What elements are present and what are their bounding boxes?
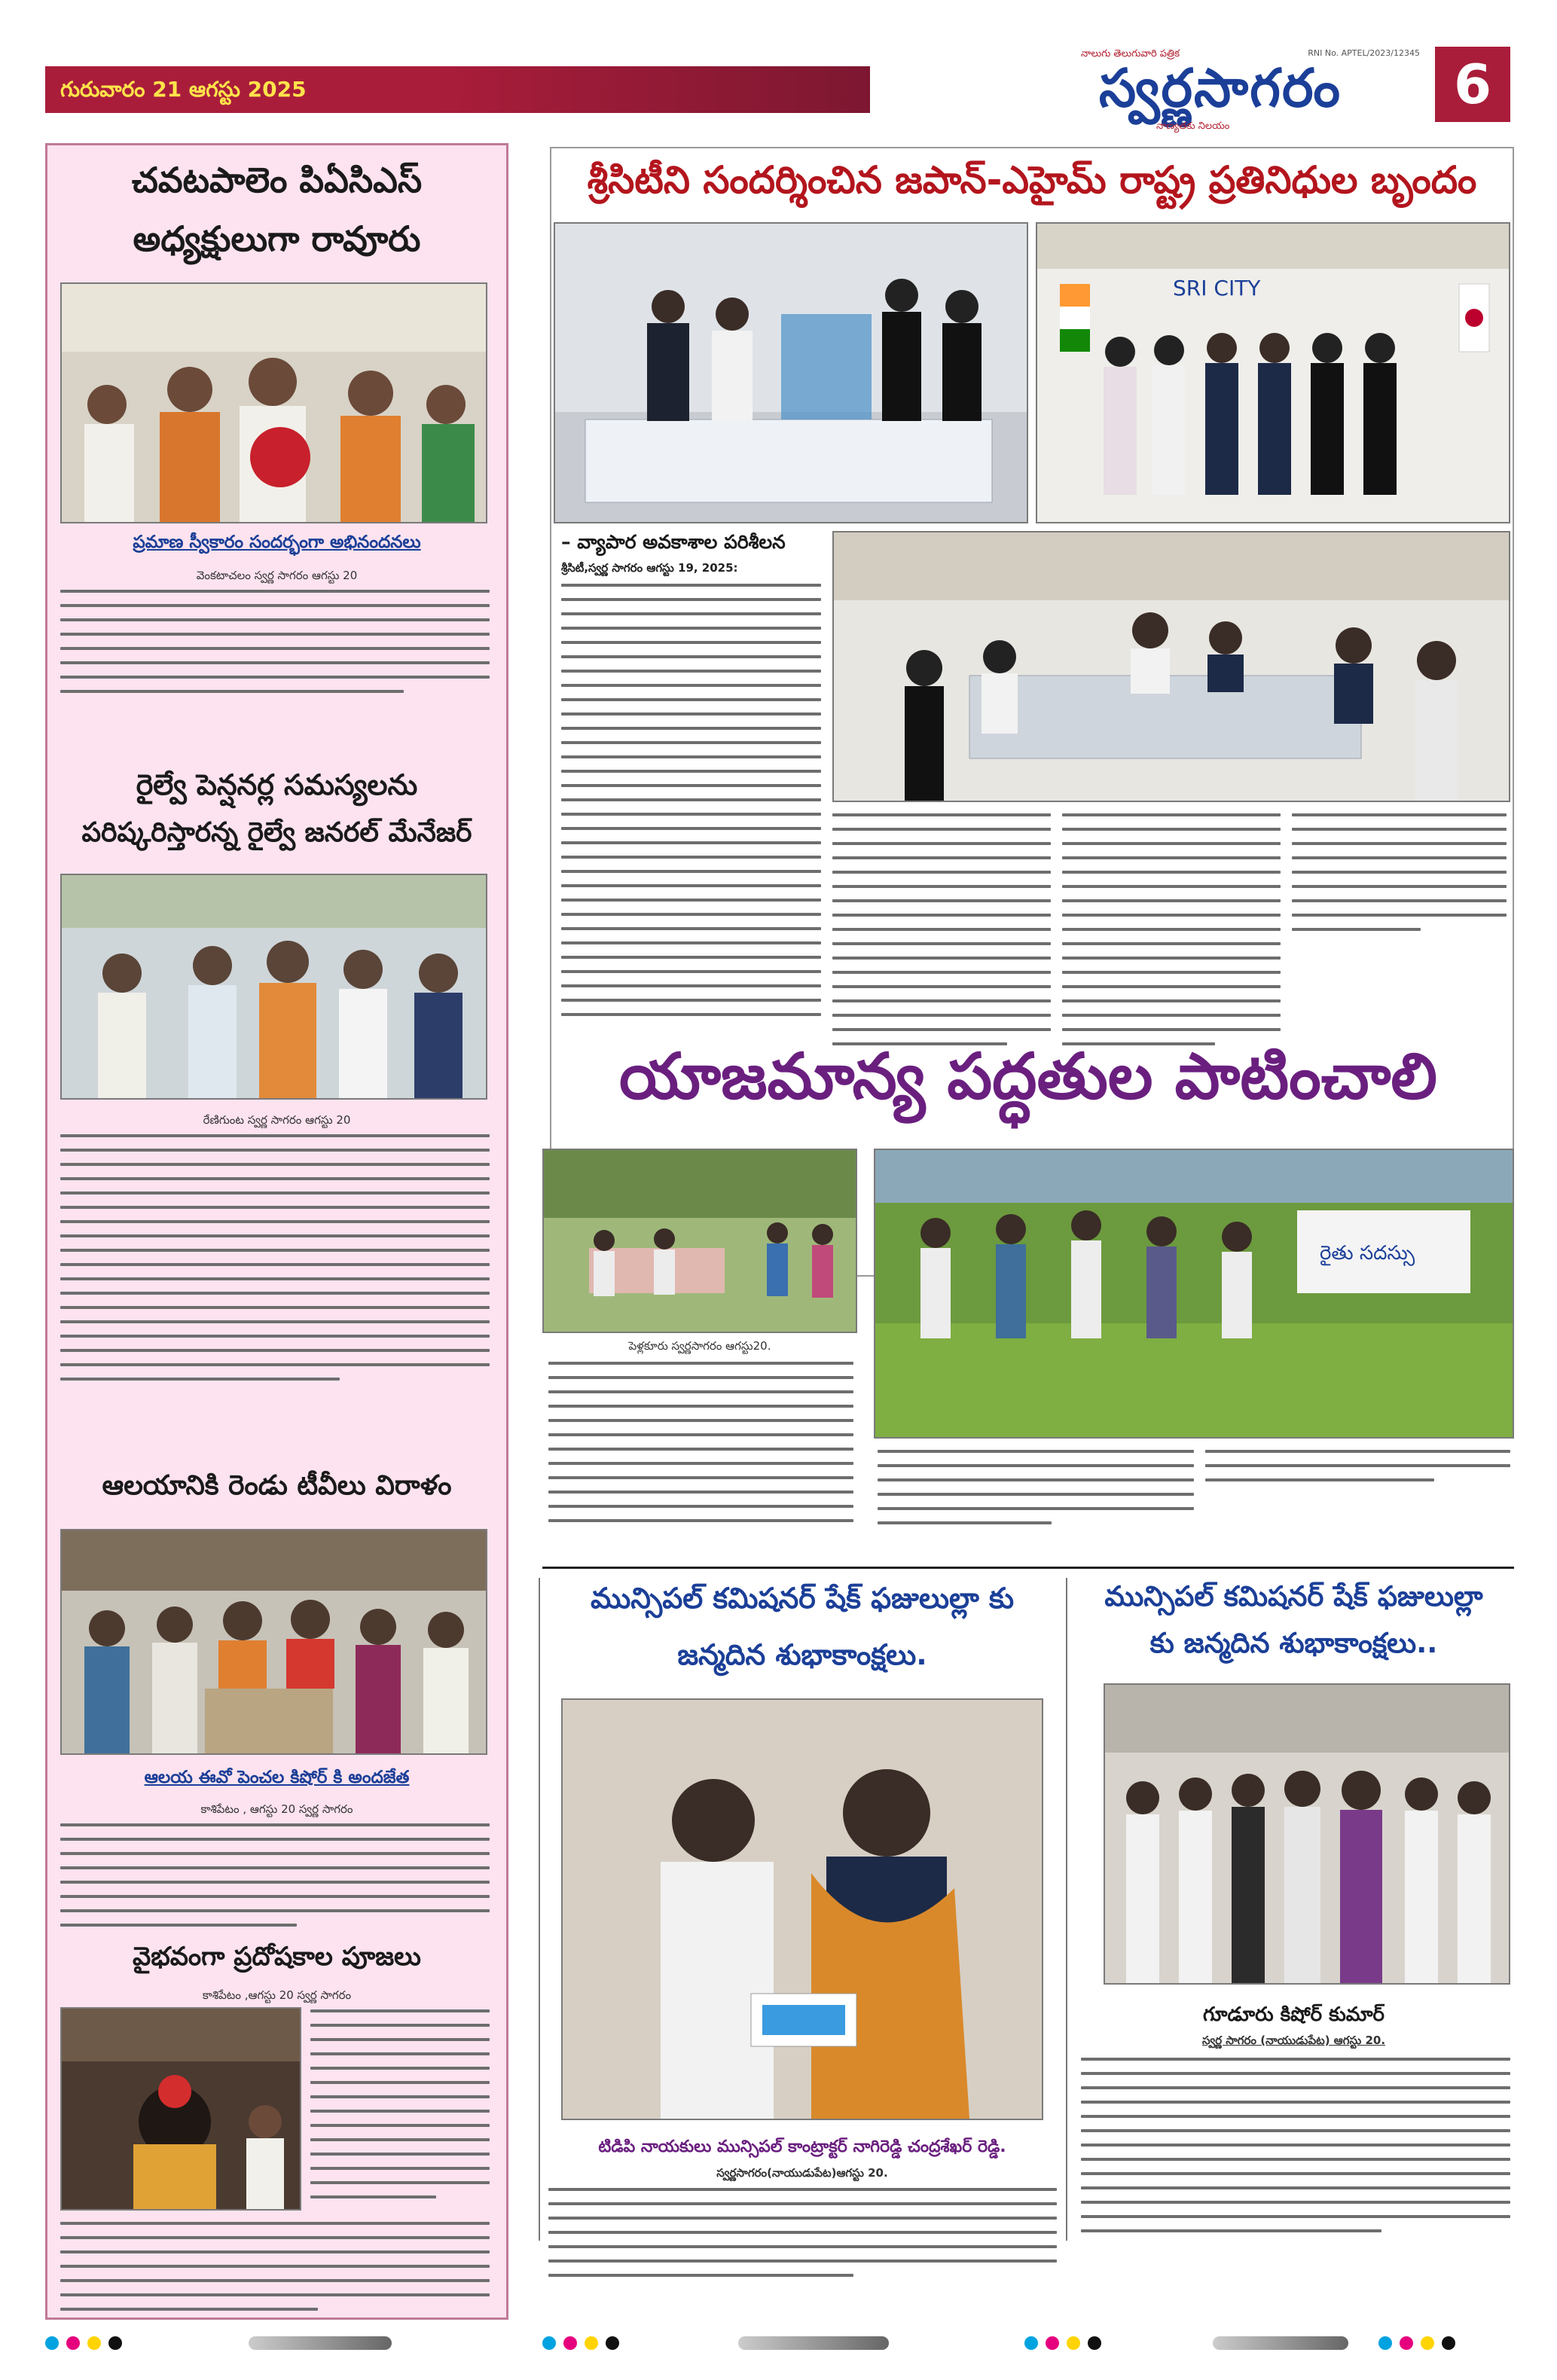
masthead-logo	[1021, 47, 1420, 136]
article1-photo	[60, 282, 487, 523]
sricity-body-col2	[832, 813, 1051, 1057]
article2-title-line2: పరిష్కరిస్తారన్న రైల్వే జనరల్ మేనేజర్	[81, 817, 472, 848]
article1-title-line2: అధ్యక్షులుగా రావూరు	[133, 218, 421, 259]
temple-donation-photo-icon	[62, 1530, 486, 1753]
cyan-dot	[1024, 2336, 1038, 2350]
bottom-left-caption: టిడిపి నాయకులు మున్సిపల్ కాంట్రాక్టర్ నాగిరెడ్డి చంద్రశేఖర్ రెడ్డి.	[598, 2137, 1006, 2156]
exhibition-photo-icon	[555, 224, 1027, 522]
article3-byline: కాశిపేటం , ఆగస్టు 20 స్వర్ణ సాగరం	[200, 1802, 353, 1816]
article1-body	[60, 590, 490, 704]
yellow-dot	[1421, 2336, 1434, 2350]
logo-tagline-top: నాలుగు తెలుగువారి పత్రిక	[1081, 48, 1180, 60]
middle-body-col1	[548, 1362, 853, 1533]
article2-byline: రేణిగుంట స్వర్ణ సాగరం ఆగస్టు 20	[203, 1113, 351, 1127]
bottom-right-body	[1081, 2058, 1510, 2244]
article1-caption: ప్రమాణ స్వీకారం సందర్భంగా అభినందనలు	[133, 532, 421, 552]
gray-bar	[738, 2336, 889, 2350]
magenta-dot	[1046, 2336, 1059, 2350]
article1-title-line1: చవటపాలెం పిఏసిఎస్	[131, 160, 423, 200]
farmer-meeting-photo-icon	[544, 1150, 856, 1332]
bottom-left-separator	[539, 1578, 540, 2241]
registration-number: RNI No. APTEL/2023/12345	[1308, 48, 1420, 58]
issue-date: గురువారం 21 ఆగస్టు 2025	[60, 77, 307, 102]
meeting-photo-icon	[62, 875, 486, 1098]
magenta-dot	[1400, 2336, 1413, 2350]
black-dot	[606, 2336, 619, 2350]
sricity-byline: శ్రీసిటీ,స్వర్ణ సాగరం ఆగస్టు 19, 2025:	[561, 561, 738, 575]
bottom-right-byline: స్వర్ణ సాగరం (నాయుడుపేట) ఆగస్టు 20.	[1201, 2034, 1386, 2047]
middle-body-col2	[878, 1450, 1194, 1536]
bottom-right-reporter: గూడూరు కిషోర్ కుమార్	[1203, 2003, 1385, 2026]
black-dot	[1442, 2336, 1455, 2350]
sricity-body-col3	[1062, 813, 1281, 1057]
commissioner-group-photo-icon	[1105, 1685, 1509, 1983]
bottom-right-photo	[1104, 1683, 1510, 1985]
birthday-greeting-photo-icon	[563, 1700, 1042, 2119]
article4-body	[60, 2222, 490, 2322]
middle-body-col3	[1205, 1450, 1510, 1493]
cyan-dot	[542, 2336, 556, 2350]
field-banner-text: రైతు సదస్సు	[1320, 1242, 1415, 1265]
middle-bottom-rule	[542, 1567, 1514, 1569]
article3-photo	[60, 1529, 487, 1755]
group-photo-icon	[62, 284, 486, 522]
article4-body-side	[310, 2009, 490, 2210]
middle-photo-field	[874, 1149, 1514, 1439]
bottom-left-title-line2: జన్మదిన శుభాకాంక్షలు.	[677, 1638, 927, 1671]
sricity-subhead: – వ్యాపార అవకాశాల పరిశీలన	[561, 531, 786, 553]
magenta-dot	[66, 2336, 80, 2350]
middle-photo-meeting	[542, 1149, 857, 1333]
temple-pooja-photo-icon	[62, 2009, 300, 2209]
sricity-body-col1	[561, 584, 821, 1027]
black-dot	[1088, 2336, 1101, 2350]
middle-byline: పెళ్లకూరు స్వర్ణసాగరం ఆగస్టు20.	[628, 1339, 771, 1353]
article4-byline: కాశిపేటం ,ఆగస్టు 20 స్వర్ణ సాగరం	[202, 1988, 352, 2002]
bottom-left-title-line1: మున్సిపల్ కమిషనర్ షేక్ ఫజులుల్లా కు	[590, 1582, 1015, 1615]
article1-byline: వెంకటాచలం స్వర్ణ సాగరం ఆగస్టు 20	[196, 569, 358, 582]
conference-photo-icon	[834, 532, 1509, 801]
yellow-dot	[87, 2336, 101, 2350]
article3-body	[60, 1823, 490, 1938]
bottom-left-photo	[561, 1698, 1043, 2120]
bottom-left-body	[548, 2188, 1057, 2288]
article4-photo	[60, 2007, 301, 2211]
bottom-left-byline: స్వర్ణసాగరం(నాయుడుపేట)ఆగస్టు 20.	[716, 2166, 888, 2180]
magenta-dot	[563, 2336, 577, 2350]
delegation-group-photo-icon	[1037, 224, 1509, 522]
article2-photo	[60, 874, 487, 1100]
bottom-right-title-line2: కు జన్మదిన శుభాకాంక్షలు..	[1149, 1627, 1438, 1659]
yellow-dot	[585, 2336, 598, 2350]
date-bar-gradient	[437, 66, 870, 113]
article2-title-line1: రైల్వే పెన్షనర్ల సమస్యలను	[136, 768, 418, 801]
sricity-body-col4	[1292, 813, 1507, 942]
yellow-dot	[1067, 2336, 1080, 2350]
black-dot	[108, 2336, 122, 2350]
gray-bar	[1213, 2336, 1348, 2350]
sricity-photo-exhibit	[554, 222, 1028, 523]
bottom-right-separator	[1066, 1578, 1067, 2241]
article4-title: వైభవంగా ప్రదోషకాల పూజలు	[133, 1942, 421, 1972]
article2-body	[60, 1134, 490, 1392]
sricity-photo-group	[1036, 222, 1510, 523]
sricity-sign-text: SRI CITY	[1173, 276, 1261, 301]
logo-tagline-bottom: నాణ్యతకు నిలయం	[1156, 121, 1230, 132]
article3-caption: ఆలయ ఈవో పెంచల కిషోర్ కి అందజేత	[144, 1768, 410, 1787]
paddy-field-photo-icon	[875, 1150, 1513, 1437]
paper-name: స్వర్ణసాగరం	[1099, 57, 1342, 119]
bottom-right-title-line1: మున్సిపల్ కమిషనర్ షేక్ ఫజులుల్లా	[1104, 1580, 1483, 1613]
cyan-dot	[1378, 2336, 1392, 2350]
page-number: 6	[1435, 47, 1510, 122]
cyan-dot	[45, 2336, 59, 2350]
sricity-title: శ్రీసిటీని సందర్శించిన జపాన్-ఎహైమ్ రాష్ట్ర ప్రతినిధుల బృందం	[587, 158, 1477, 202]
article3-title: ఆలయానికి రెండు టీవీలు విరాళం	[102, 1470, 452, 1501]
sricity-photo-meeting	[832, 531, 1510, 802]
gray-bar	[249, 2336, 392, 2350]
middle-title: యాజమాన్య పద్ధతుల పాటించాలి	[619, 1039, 1437, 1113]
date-bar	[45, 66, 870, 113]
